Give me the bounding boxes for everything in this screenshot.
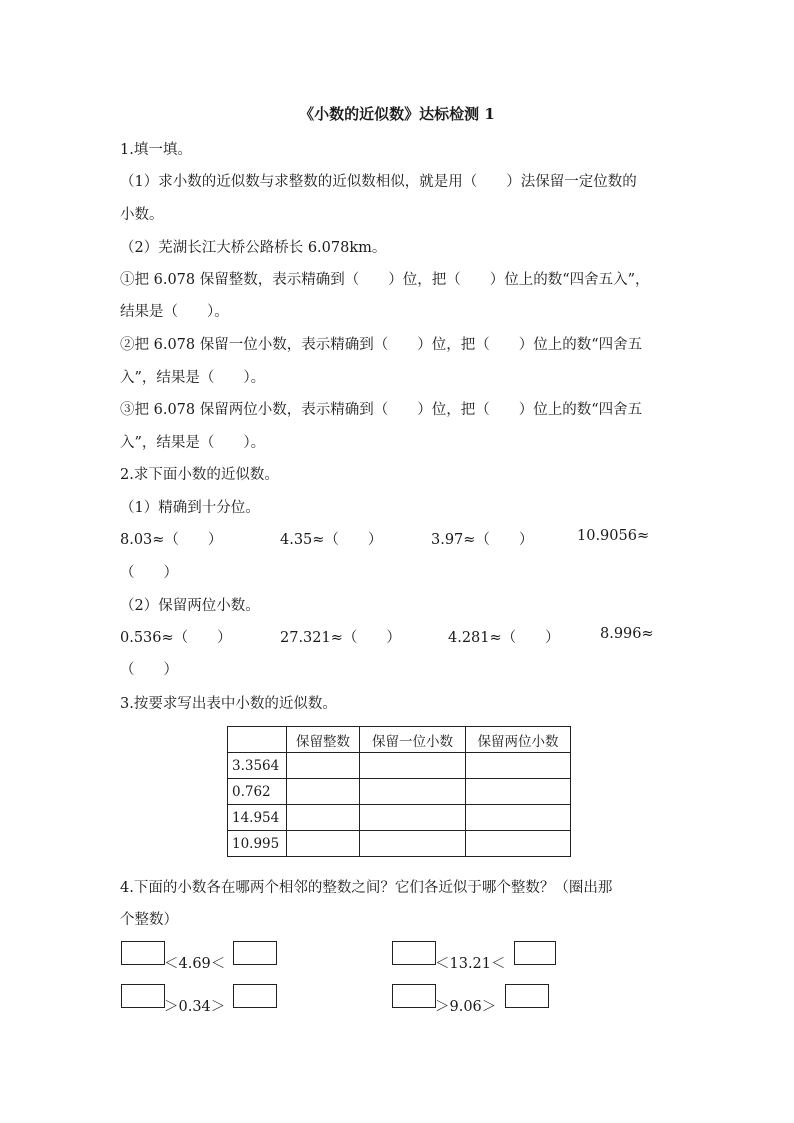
answer-box[interactable] — [392, 941, 436, 965]
answer-cell[interactable] — [360, 831, 466, 857]
answer-cell[interactable] — [466, 753, 571, 779]
q2-part1-label: （1）精确到十分位。 — [120, 500, 260, 516]
answer-box[interactable] — [121, 941, 165, 965]
table-row — [228, 753, 571, 779]
answer-cell[interactable] — [466, 805, 571, 831]
approximation-table — [227, 726, 571, 857]
q1-part1-line2: 小数。 — [120, 207, 164, 223]
answer-box[interactable] — [514, 941, 556, 965]
q2-part2-tail: （ ） — [120, 662, 178, 678]
q2-part1-item: 4.35≈（ ） — [280, 532, 383, 548]
table-header-cell: 保留整数 — [287, 727, 360, 753]
q1-part2: （2）芜湖长江大桥公路桥长 6.078km。 — [120, 240, 387, 256]
page-title: 《小数的近似数》达标检测 1 — [299, 105, 495, 123]
q2-part1-item: 3.97≈（ ） — [431, 532, 534, 548]
table-header-row — [228, 727, 571, 753]
answer-cell[interactable] — [360, 753, 466, 779]
table-header-cell — [228, 727, 287, 753]
answer-box[interactable] — [233, 984, 277, 1008]
answer-cell[interactable] — [287, 779, 360, 805]
answer-box[interactable] — [121, 984, 165, 1008]
answer-cell[interactable] — [287, 753, 360, 779]
table-row-label: 10.995 — [228, 831, 287, 857]
answer-cell[interactable] — [360, 779, 466, 805]
q4-expression: ＞0.34＞ — [164, 999, 226, 1015]
table-row — [228, 805, 571, 831]
answer-cell[interactable] — [287, 831, 360, 857]
table-row — [228, 831, 571, 857]
answer-box[interactable] — [505, 984, 549, 1008]
q2-part1-tail: （ ） — [120, 565, 178, 581]
q1-sub1-line2: 结果是（ ）。 — [120, 304, 229, 320]
q2-part1-item: 10.9056≈ — [577, 528, 650, 544]
table-header-cell: 保留一位小数 — [360, 727, 466, 753]
q4-heading-line1: 4.下面的小数各在哪两个相邻的整数之间？它们各近似于哪个整数？（圈出那 — [120, 880, 613, 896]
q1-sub3-line1: ③把 6.078 保留两位小数，表示精确到（ ）位，把（ ）位上的数“四舍五 — [120, 402, 643, 418]
q2-part2-item: 27.321≈（ ） — [280, 630, 401, 646]
q4-expression: ＜4.69＜ — [164, 956, 226, 972]
q2-part2-item: 8.996≈ — [600, 626, 654, 642]
q4-heading-line2: 个整数） — [120, 912, 178, 928]
q2-part2-label: （2）保留两位小数。 — [120, 598, 260, 614]
table-row-label: 3.3564 — [228, 753, 287, 779]
table-row-label: 0.762 — [228, 779, 287, 805]
q2-heading: 2.求下面小数的近似数。 — [120, 467, 279, 483]
answer-cell[interactable] — [466, 779, 571, 805]
q1-sub2-line2: 入”，结果是（ ）。 — [120, 370, 266, 386]
answer-box[interactable] — [392, 984, 436, 1008]
q1-part1-line1: （1）求小数的近似数与求整数的近似数相似，就是用（ ）法保留一定位数的 — [120, 174, 637, 190]
q2-part2-item: 4.281≈（ ） — [448, 630, 560, 646]
q1-sub3-line2: 入”，结果是（ ）。 — [120, 435, 266, 451]
q1-sub1-line1: ①把 6.078 保留整数，表示精确到（ ）位，把（ ）位上的数“四舍五入”， — [120, 272, 650, 288]
table-header-cell: 保留两位小数 — [466, 727, 571, 753]
answer-cell[interactable] — [287, 805, 360, 831]
table-row — [228, 779, 571, 805]
answer-cell[interactable] — [360, 805, 466, 831]
q4-expression: ＞9.06＞ — [435, 999, 497, 1015]
table-row-label: 14.954 — [228, 805, 287, 831]
q1-sub2-line1: ②把 6.078 保留一位小数，表示精确到（ ）位，把（ ）位上的数“四舍五 — [120, 337, 643, 353]
q4-expression: ＜13.21＜ — [435, 956, 506, 972]
q3-heading: 3.按要求写出表中小数的近似数。 — [120, 696, 337, 712]
q2-part1-item: 8.03≈（ ） — [120, 532, 223, 548]
q2-part2-item: 0.536≈（ ） — [120, 630, 232, 646]
answer-box[interactable] — [233, 941, 277, 965]
q1-heading: 1.填一填。 — [120, 142, 192, 158]
answer-cell[interactable] — [466, 831, 571, 857]
